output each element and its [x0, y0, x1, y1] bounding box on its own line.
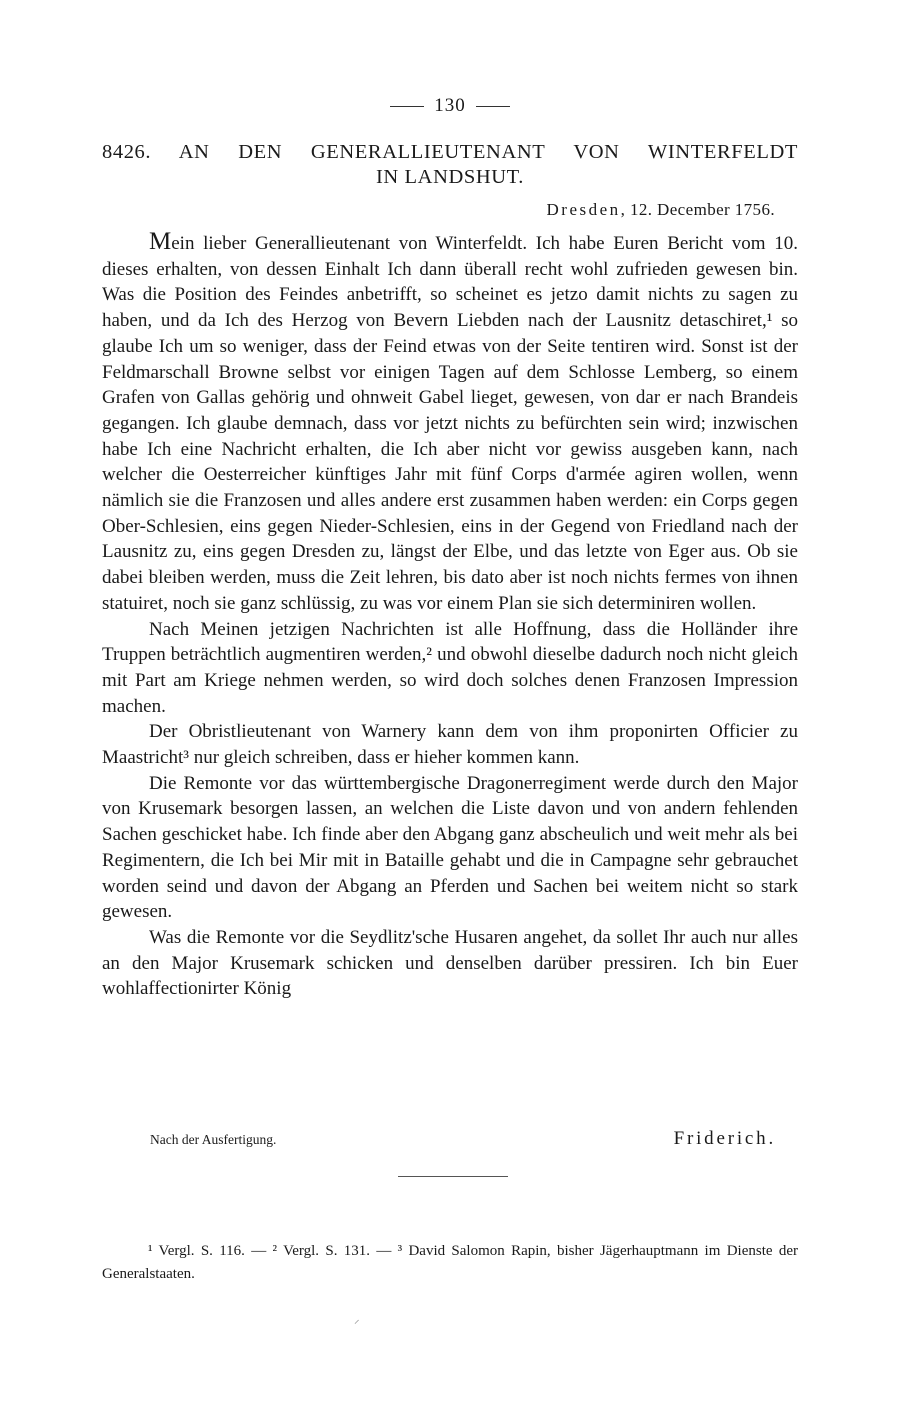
- letter-paragraph-1: Mein lieber Generallieutenant von Winterfeldt. Ich habe Euren Bericht vom 10. dieses erhalten, von dessen Einhalt Ich dann überall recht wohl zufrieden gewesen bin. Was die Position des Feindes anbetrifft, so scheinet es jetzo damit nichts zu sagen zu haben, und da Ich des Herzog von Bevern Liebden nach der Lausnitz detaschiret,¹ so glaube Ich um so weniger, dass der Feind etwas von der Seite tentiren wird. Sonst ist der Feldmarschall Browne selbst vor einigen Tagen auf dem Schlosse Lemberg, so einem Grafen von Gallas gehörig und ohnweit Gabel lieget, gewesen, von dar er nach Brandeis gegangen. Ich glaube demnach, dass vor jetzt nichts zu befürchten sein wird; inzwischen habe Ich eine Nachricht erhalten, die Ich aber nicht vor gewiss ausgeben kann, nach welcher die Oesterreicher künftiges Jahr mit fünf Corps d'armée agiren wollen, wenn nämlich sie die Franzosen und alles andere erst zusammen haben werden: ein Corps gegen Ober-Schlesien, eins gegen Nieder-Schlesien, eins in der Gegend von Friedland nach der Lausnitz zu, eins gegen Dresden zu, längst der Elbe, und das letzte von Eger aus. Ob sie dabei bleiben werden, muss die Zeit lehren, bis dato aber ist noch nichts fermes von ihnen statuiret, noch sie ganz schlüssig, zu was vor einem Plan sie sich determiniren wollen.: [102, 228, 798, 614]
- letter-heading-line2: IN LANDSHUT.: [375, 166, 525, 188]
- stray-mark: ⸝: [354, 1314, 360, 1326]
- footnotes: [102, 1240, 798, 1286]
- source-note: Nach der Ausfertigung.: [150, 1132, 277, 1147]
- letter-heading-line1: 8426. AN DEN GENERALLIEUTENANT VON WINTERFELDT: [102, 141, 798, 163]
- page-number-right-dash: [476, 106, 510, 107]
- footnote-text: ¹ Vergl. S. 116. — ² Vergl. S. 131. — ³ David Salomon Rapin, bisher Jägerhauptmann im Dienste der Generalstaaten.: [102, 1243, 798, 1282]
- dateline-place: Dresden: [546, 200, 621, 219]
- footnote-separator: [398, 1176, 508, 1177]
- letter-body: [102, 229, 798, 1002]
- letter-heading: [102, 140, 798, 190]
- dateline-date: , 12. December 1756.: [620, 200, 775, 219]
- page-number-value: 130: [434, 95, 466, 116]
- signature: Friderich.: [673, 1128, 776, 1149]
- letter-paragraph-3: Der Obristlieutenant von Warnery kann dem von ihm proponirten Officier zu Maastricht³ nur gleich schreiben, dass er hieher kommen kann.: [102, 721, 798, 769]
- page-number-left-dash: [390, 106, 424, 107]
- letter-paragraph-2: Nach Meinen jetzigen Nachrichten ist alle Hoffnung, dass die Holländer ihre Truppen beträchtlich augmentiren werden,² und obwohl dieselbe dadurch noch nicht gleich mit Part am Kriege nehmen werden, so wird doch solches denen Franzosen Impression machen.: [102, 618, 798, 717]
- letter-closing: [150, 1128, 798, 1158]
- page-number: [0, 95, 900, 117]
- letter-paragraph-5: Was die Remonte vor die Seydlitz'sche Husaren angehet, da sollet Ihr auch nur alles an den Major Krusemark schicken und denselben darüber pressiren. Ich bin Euer wohlaffectionirter König: [102, 926, 798, 1000]
- letter-dateline: [547, 200, 776, 220]
- letter-paragraph-4: Die Remonte vor das württembergische Dragonerregiment werde durch den Major von Krusemark besorgen lassen, an welchen die Liste davon und von andern fehlenden Sachen geschicket habe. Ich finde aber den Abgang ganz abscheulich und weit mehr als bei Regimentern, die Ich bei Mir mit in Bataille gehabt und die in Campagne sehr gebrauchet worden seind und davon der Abgang an Pferden und Sachen bei weitem nicht so stark gewesen.: [102, 772, 798, 923]
